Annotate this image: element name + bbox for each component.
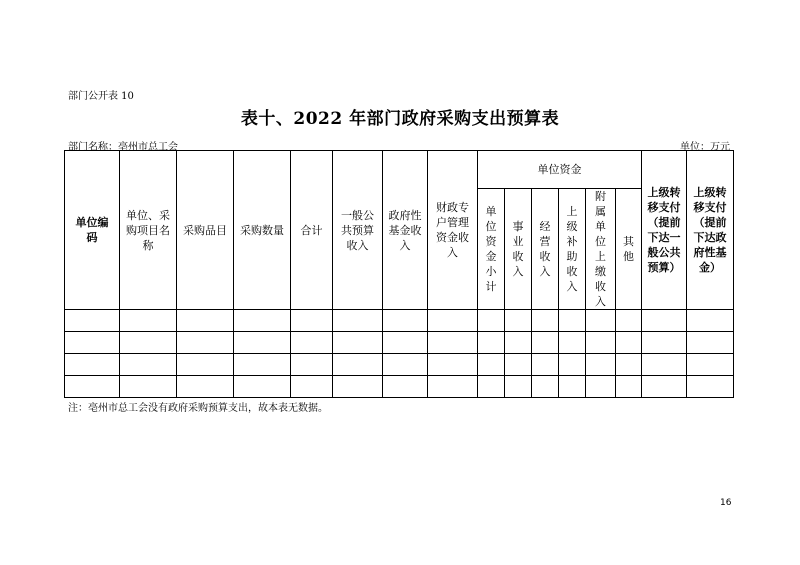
table-cell [291, 354, 333, 376]
table-cell [586, 332, 616, 354]
table-cell [177, 332, 234, 354]
table-cell [642, 310, 687, 332]
header-unit-funds: 单位资金 [478, 151, 642, 189]
table-cell [234, 310, 291, 332]
page-number: 16 [720, 498, 732, 508]
table-cell [687, 310, 734, 332]
table-cell [478, 376, 505, 398]
header-other: 其 他 [616, 189, 642, 310]
table-cell [586, 310, 616, 332]
table-cell [687, 354, 734, 376]
table-cell [687, 332, 734, 354]
table-row [65, 332, 734, 354]
table-cell [478, 332, 505, 354]
header-general-budget: 一般公 共预算 收入 [333, 151, 383, 310]
table-row [65, 310, 734, 332]
header-affiliated-income: 附 属 单 位 上 缴 收 入 [586, 189, 616, 310]
table-cell [234, 376, 291, 398]
table-cell [559, 354, 586, 376]
department-name: 部门名称：亳州市总工会 [68, 142, 178, 153]
table-cell [383, 354, 428, 376]
table-cell [383, 310, 428, 332]
table-cell [120, 354, 177, 376]
table-cell [383, 332, 428, 354]
unit-label: 单位：万元 [680, 142, 730, 153]
header-unit-code: 单位编 码 [65, 151, 120, 310]
table-cell [532, 376, 559, 398]
page-title: 表十、2022 年部门政府采购支出预算表 [240, 109, 560, 129]
table-cell [333, 376, 383, 398]
header-quantity: 采购数量 [234, 151, 291, 310]
header-gov-fund: 政府性 基金收 入 [383, 151, 428, 310]
table-cell [65, 376, 120, 398]
header-unit-subtotal: 单 位 资 金 小 计 [478, 189, 505, 310]
table-cell [505, 376, 532, 398]
table-cell [478, 310, 505, 332]
header-transfer-fund: 上级转 移支付 （提前 下达政 府性基 金） [687, 151, 734, 310]
table-cell [234, 332, 291, 354]
table-cell [291, 376, 333, 398]
header-procurement-item: 采购品目 [177, 151, 234, 310]
header-fiscal-special: 财政专 户管理 资金收 入 [428, 151, 478, 310]
table-cell [559, 310, 586, 332]
table-cell [532, 332, 559, 354]
table-cell [616, 332, 642, 354]
table-cell [559, 376, 586, 398]
table-cell [120, 332, 177, 354]
table-cell [687, 376, 734, 398]
table-cell [642, 354, 687, 376]
table-cell [120, 376, 177, 398]
table-cell [559, 332, 586, 354]
document-tag: 部门公开表 10 [68, 91, 134, 102]
table-row [65, 376, 734, 398]
table-cell [291, 332, 333, 354]
table-cell [642, 332, 687, 354]
table-cell [505, 332, 532, 354]
table-cell [428, 354, 478, 376]
table-cell [234, 354, 291, 376]
table-cell [291, 310, 333, 332]
header-operating-income: 经 营 收 入 [532, 189, 559, 310]
table-cell [177, 376, 234, 398]
table-cell [505, 354, 532, 376]
table-cell [616, 354, 642, 376]
table-cell [505, 310, 532, 332]
table-cell [642, 376, 687, 398]
table-cell [65, 354, 120, 376]
table-cell [177, 354, 234, 376]
header-superior-subsidy: 上 级 补 助 收 入 [559, 189, 586, 310]
table-note: 注：亳州市总工会没有政府采购预算支出，故本表无数据。 [68, 403, 328, 414]
header-total: 合计 [291, 151, 333, 310]
table-cell [333, 332, 383, 354]
table-row [65, 354, 734, 376]
table-cell [65, 310, 120, 332]
table-cell [532, 310, 559, 332]
procurement-budget-table [64, 150, 734, 398]
header-business-income: 事 业 收 入 [505, 189, 532, 310]
header-transfer-general: 上级转 移支付 （提前 下达一 般公共 预算） [642, 151, 687, 310]
table-cell [333, 310, 383, 332]
table-cell [428, 310, 478, 332]
table-cell [120, 310, 177, 332]
table-cell [532, 354, 559, 376]
table-cell [586, 354, 616, 376]
header-project-name: 单位、采 购项目名 称 [120, 151, 177, 310]
table-cell [428, 376, 478, 398]
table-cell [333, 354, 383, 376]
table-cell [586, 376, 616, 398]
table-cell [478, 354, 505, 376]
table-cell [383, 376, 428, 398]
table-cell [428, 332, 478, 354]
table-cell [616, 376, 642, 398]
table-cell [616, 310, 642, 332]
table-cell [177, 310, 234, 332]
table-cell [65, 332, 120, 354]
